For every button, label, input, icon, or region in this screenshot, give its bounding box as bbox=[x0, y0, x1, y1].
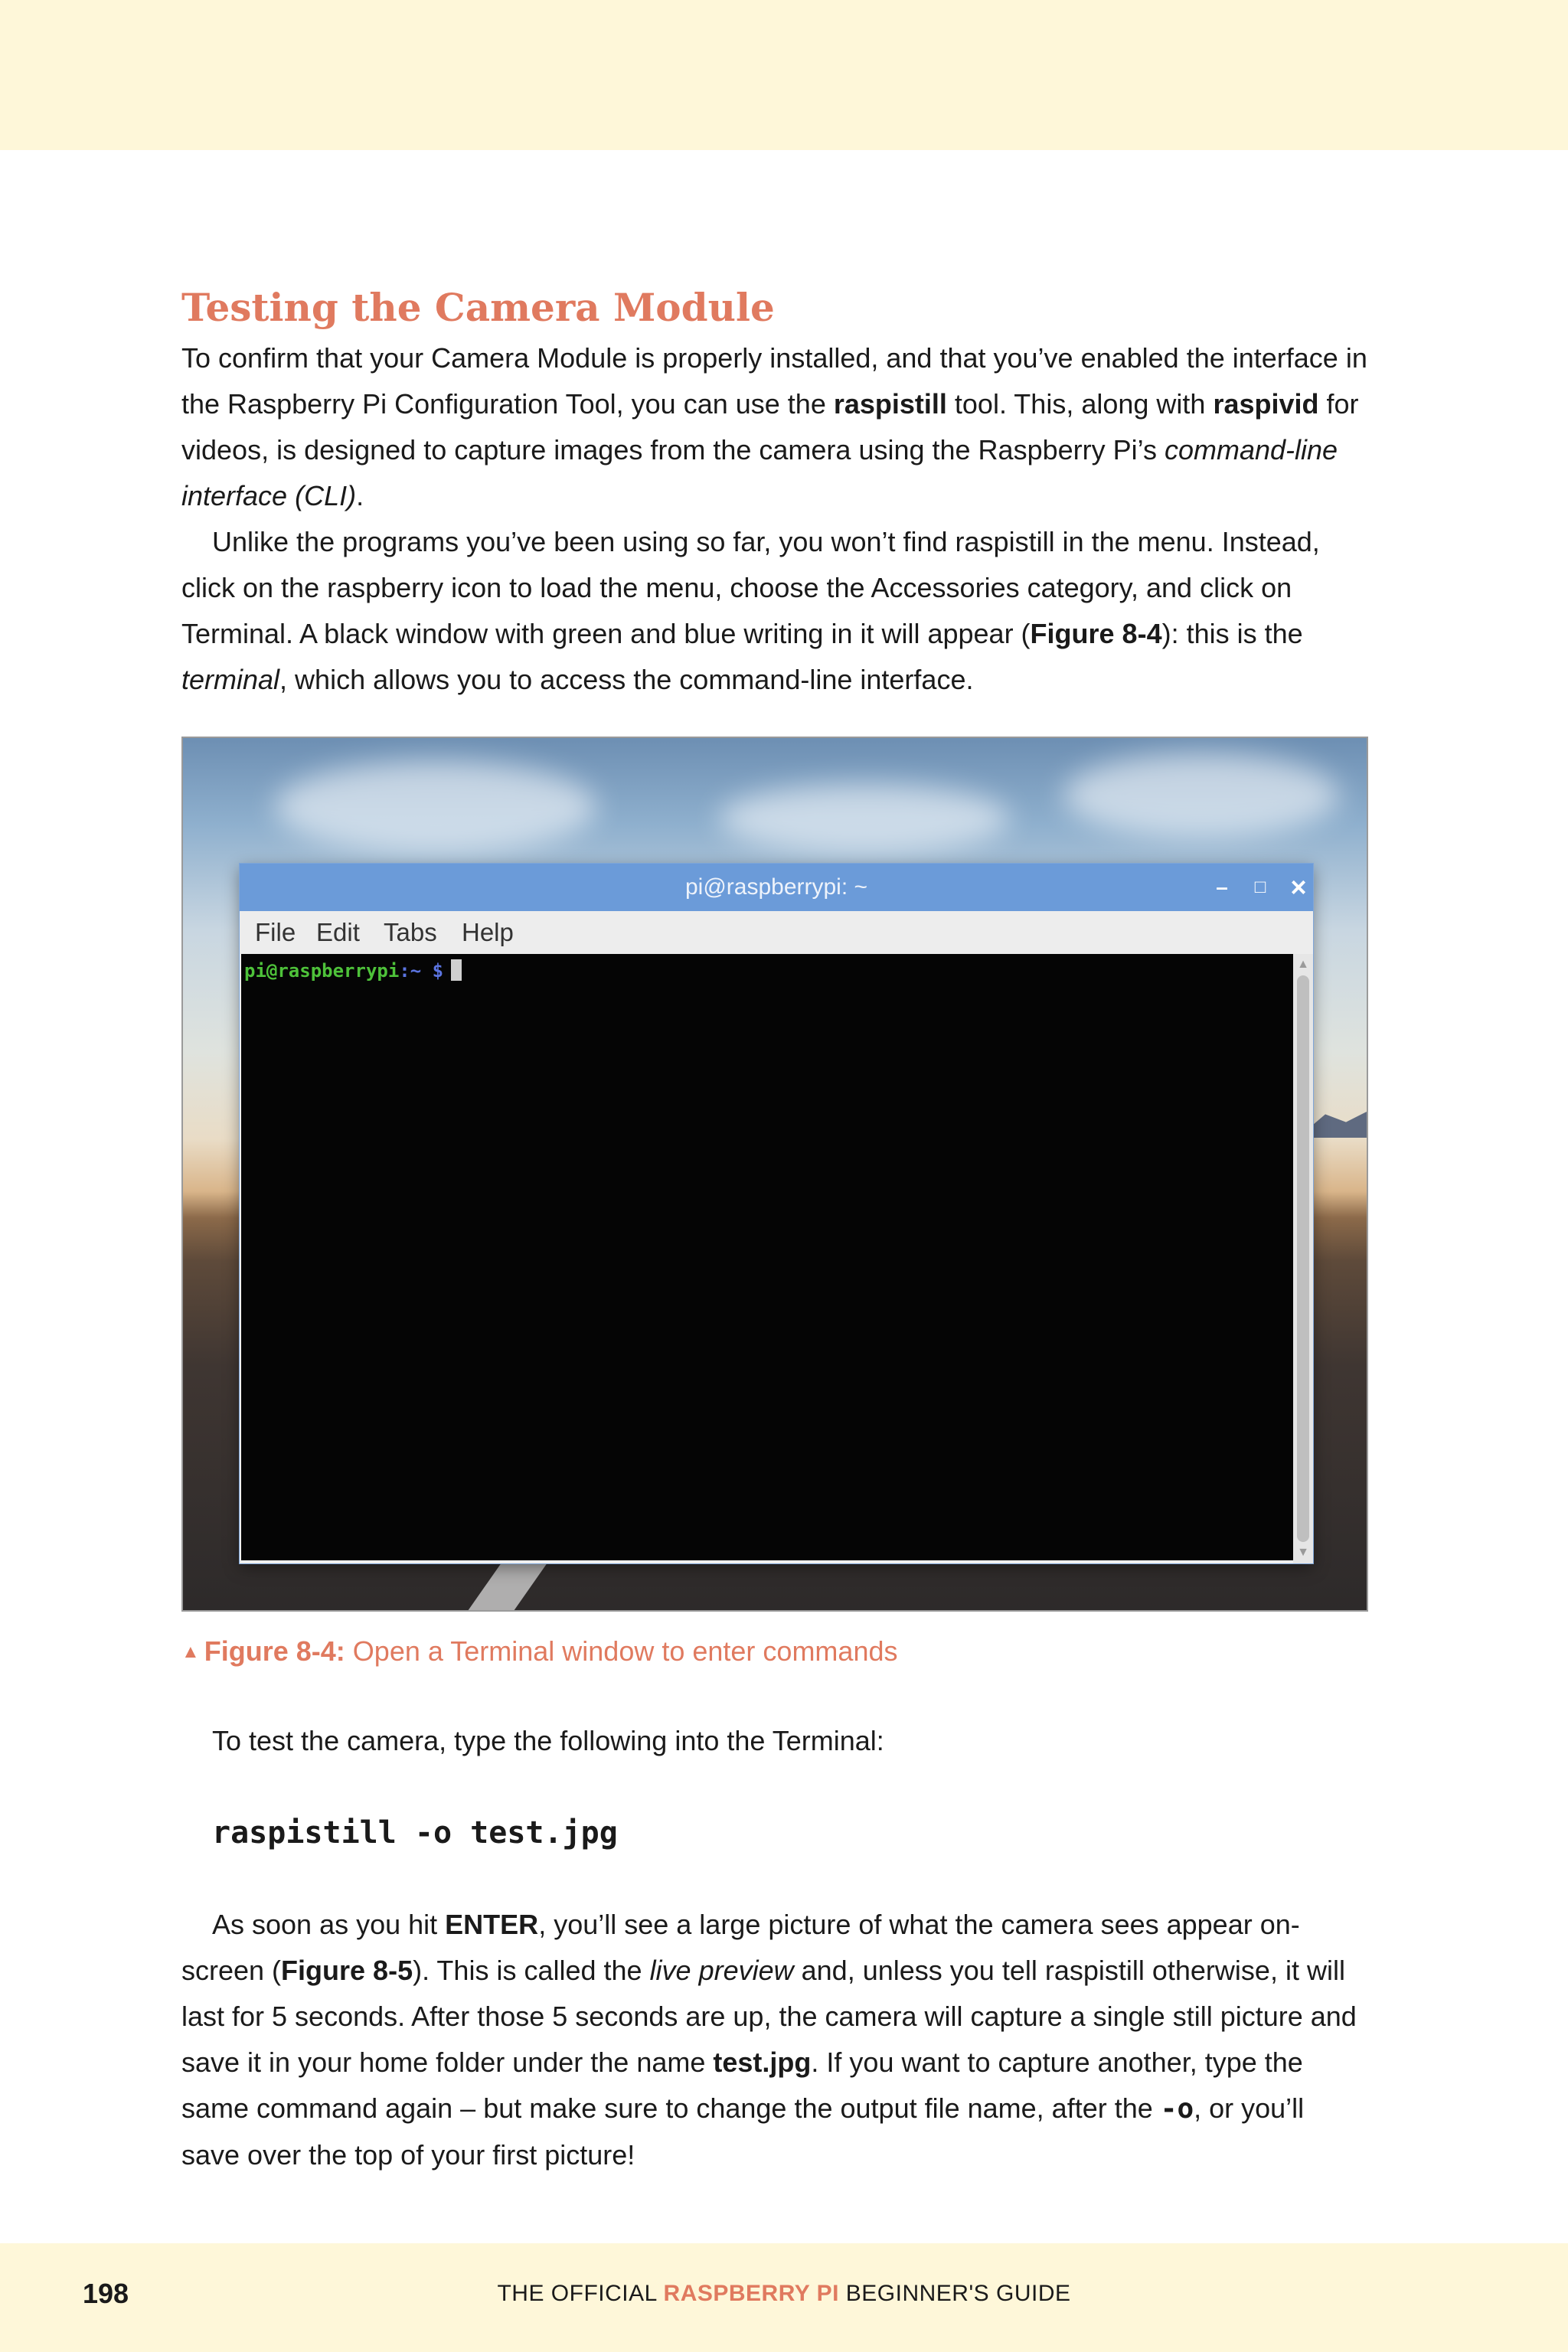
code-command: raspistill -o test.jpg bbox=[212, 1815, 618, 1851]
text-run: Unlike the programs you’ve been using so far, you won’t find raspistill in the menu. Instead, click on the raspberry icon to load the menu, choose the Accessories category, and click on Terminal. A black window with green and blue writing in it will appear ( bbox=[181, 526, 1320, 649]
text-run: , you’ll see a large picture of what the camera sees appear on-screen ( bbox=[181, 1909, 1300, 1986]
bold-raspivid: raspivid bbox=[1213, 388, 1319, 420]
text-run: and, unless you tell raspistill otherwise, it will last for 5 seconds. After those 5 seconds are up, the camera will capture a single still picture and save it in your home folder under the name bbox=[181, 1955, 1357, 2078]
footer-title-accent: RASPBERRY PI bbox=[663, 2281, 839, 2306]
minimize-icon[interactable]: – bbox=[1216, 875, 1228, 899]
scroll-up-icon[interactable]: ▲ bbox=[1297, 958, 1309, 971]
caption-triangle-icon: ▲ bbox=[181, 1642, 200, 1662]
section-heading: Testing the Camera Module bbox=[181, 285, 775, 330]
window-titlebar[interactable] bbox=[240, 864, 1313, 911]
text-run: . bbox=[356, 480, 364, 511]
running-title bbox=[0, 2271, 1568, 2317]
page-number: 198 bbox=[83, 2278, 129, 2309]
figure-reference: Figure 8-5 bbox=[281, 1955, 413, 1986]
scroll-thumb[interactable] bbox=[1297, 975, 1309, 1542]
text-run: As soon as you hit bbox=[212, 1909, 446, 1940]
text-run: , or you’ll save over the top of your first picture! bbox=[181, 2092, 1305, 2171]
bold-filename: test.jpg bbox=[713, 2047, 812, 2078]
text-run: ): this is the bbox=[1161, 618, 1303, 649]
italic-cli: command-line interface (CLI) bbox=[181, 434, 1338, 511]
caption-text: Open a Terminal window to enter commands bbox=[345, 1635, 898, 1667]
footer-title-text: BEGINNER'S GUIDE bbox=[838, 2281, 1071, 2306]
bold-raspistill: raspistill bbox=[833, 388, 947, 420]
inline-code-flag: -o bbox=[1160, 2093, 1194, 2125]
scrollbar[interactable] bbox=[1293, 954, 1313, 1563]
text-run: for videos, is designed to capture images from the camera using the Raspberry Pi’s bbox=[181, 388, 1359, 466]
prompt-user: pi@raspberrypi bbox=[244, 960, 400, 982]
figure-terminal-screenshot bbox=[181, 737, 1368, 1612]
page-content bbox=[181, 280, 1368, 2178]
bold-enter: ENTER bbox=[445, 1909, 539, 1940]
menu-tabs[interactable]: Tabs bbox=[384, 918, 437, 946]
paragraph-terminal bbox=[181, 519, 1368, 703]
terminal-window[interactable] bbox=[240, 864, 1313, 1563]
text-run: tool. This, along with bbox=[946, 388, 1214, 420]
cloud-shape bbox=[1063, 753, 1339, 838]
figure-caption bbox=[181, 1630, 1368, 1674]
caption-label: Figure 8-4: bbox=[204, 1635, 345, 1667]
figure-reference: Figure 8-4 bbox=[1030, 618, 1162, 649]
menu-edit[interactable]: Edit bbox=[316, 918, 360, 946]
italic-terminal: terminal bbox=[181, 664, 280, 695]
menu-bar bbox=[240, 911, 1313, 954]
paragraph-intro bbox=[181, 335, 1368, 519]
paragraph-preview bbox=[181, 1902, 1368, 2178]
shell-prompt bbox=[244, 959, 462, 983]
scroll-down-icon[interactable]: ▼ bbox=[1297, 1546, 1309, 1559]
paragraph-test: To test the camera, type the following into the Terminal: bbox=[212, 1725, 884, 1756]
terminal-output[interactable] bbox=[241, 954, 1293, 1560]
text-cursor bbox=[451, 959, 462, 981]
maximize-icon[interactable]: □ bbox=[1254, 877, 1266, 897]
text-run: . If you want to capture another, type the same command again – but make sure to change the output file name, after the bbox=[181, 2047, 1303, 2124]
footer-title-text: THE OFFICIAL bbox=[497, 2281, 664, 2306]
window-title: pi@raspberrypi: ~ bbox=[684, 874, 868, 900]
text-run: To confirm that your Camera Module is properly installed, and that you’ve enabled the interface in the Raspberry Pi Configuration Tool, you can use the bbox=[181, 342, 1367, 420]
italic-live-preview: live preview bbox=[649, 1955, 794, 1986]
cloud-shape bbox=[719, 784, 1010, 853]
close-icon[interactable]: × bbox=[1290, 871, 1307, 903]
cloud-shape bbox=[275, 761, 596, 853]
prompt-path: :~ $ bbox=[399, 960, 444, 982]
menu-help[interactable]: Help bbox=[462, 918, 514, 946]
text-run: , which allows you to access the command-line interface. bbox=[279, 664, 974, 695]
text-run: ). This is called the bbox=[413, 1955, 650, 1986]
menu-file[interactable]: File bbox=[255, 918, 296, 946]
header-band bbox=[0, 0, 1568, 150]
